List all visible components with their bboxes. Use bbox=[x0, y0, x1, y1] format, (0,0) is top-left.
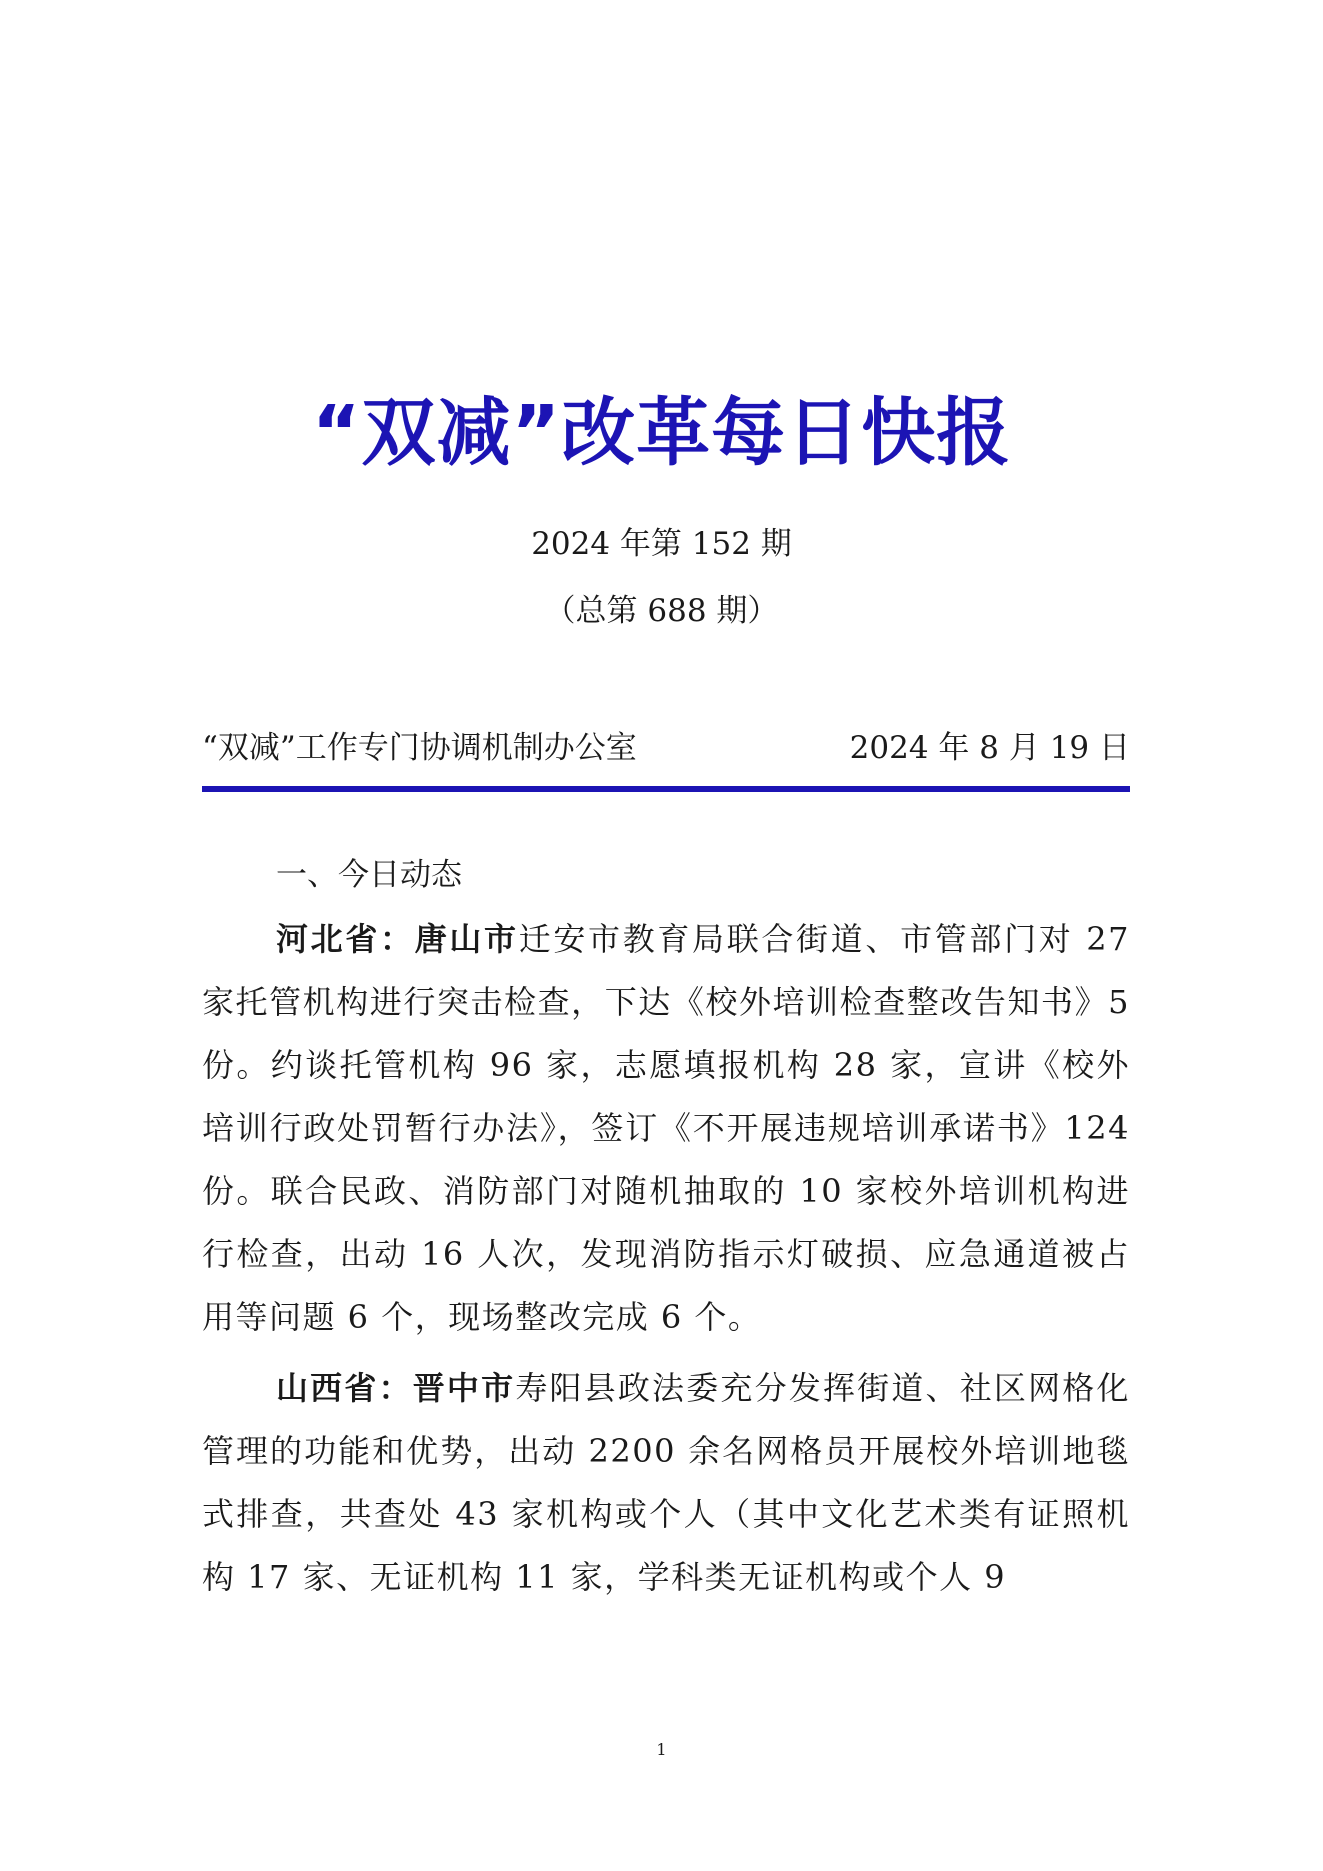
publication-date: 2024 年 8 月 19 日 bbox=[849, 730, 1130, 766]
news-text: 迁安市教育局联合街道、市管部门对 27 家托管机构进行突击检查，下达《校外培训检查整改告知书》5 份。约谈托管机构 96 家，志愿填报机构 28 家，宣讲《校外培训行政处罚暂行办法》，签订《不开展违规培训承诺书》124 份。联合民政、消防部门对随机抽取的 10 家校外培训机构进行检查，出动 16 人次，发现消防指示灯破损、应急通道被占用等问题 6 个，现场整改完成 6 个。 bbox=[202, 920, 1130, 1336]
news-item bbox=[202, 908, 1130, 1349]
section-heading: 一、今日动态 bbox=[276, 857, 462, 893]
header-divider bbox=[202, 786, 1130, 792]
publisher-row bbox=[202, 725, 1130, 771]
page-number: 1 bbox=[656, 1740, 667, 1759]
city-label: 唐山市 bbox=[414, 920, 519, 958]
masthead-title: “双减”改革每日快报 bbox=[311, 390, 1012, 476]
news-text: 寿阳县政法委充分发挥街道、社区网格化管理的功能和优势，出动 2200 余名网格员开展校外培训地毯式排查，共查处 43 家机构或个人（其中文化艺术类有证照机构 17 家、无证机构 11 家，学科类无证机构或个人 9 bbox=[202, 1369, 1130, 1596]
province-label: 河北省： bbox=[276, 920, 415, 958]
news-item bbox=[202, 1357, 1130, 1609]
publisher: “双减”工作专门协调机制办公室 bbox=[202, 730, 637, 766]
issue-number: 2024 年第 152 期 bbox=[531, 526, 792, 562]
issue-total: （总第 688 期） bbox=[544, 593, 779, 629]
province-label: 山西省： bbox=[276, 1369, 413, 1407]
city-label: 晋中市 bbox=[412, 1369, 516, 1407]
